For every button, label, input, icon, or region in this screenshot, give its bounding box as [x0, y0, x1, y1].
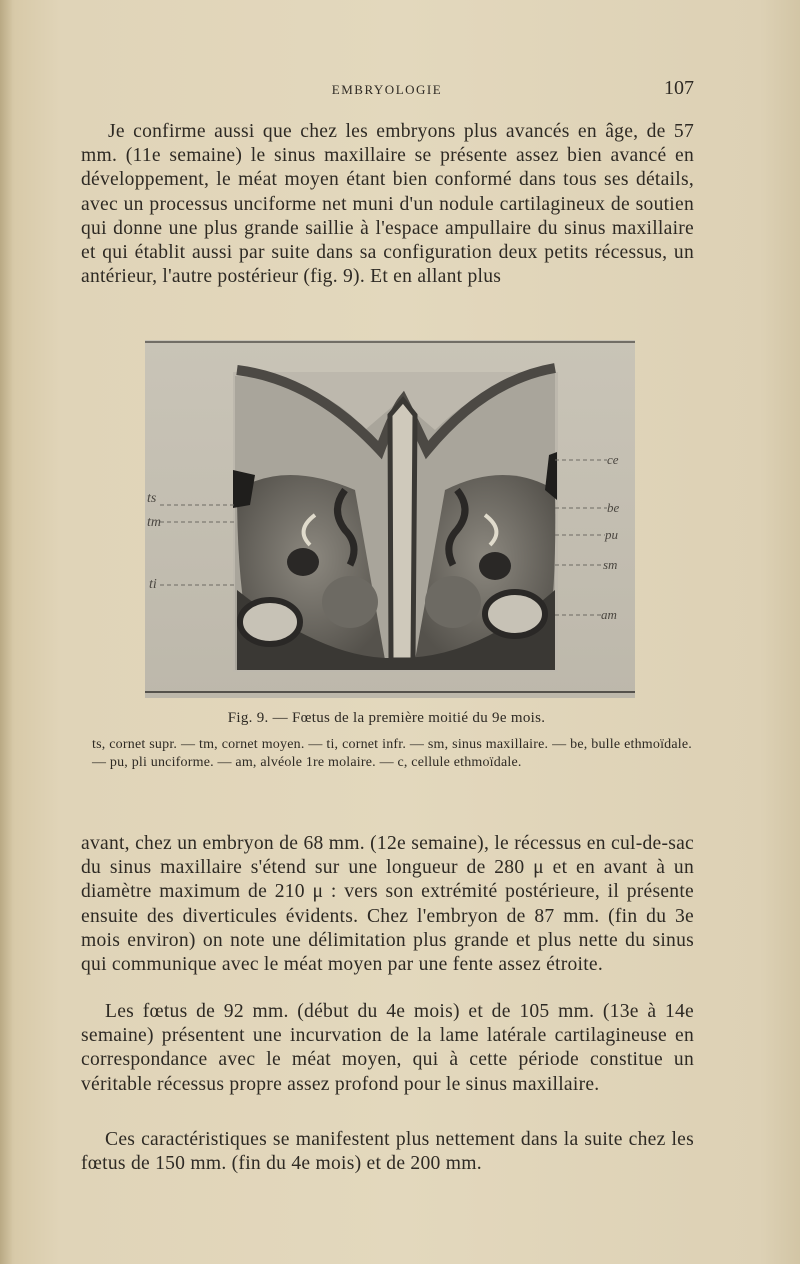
paragraph-1: [81, 120, 694, 289]
paragraph-3: Les fœtus de 92 mm. (début du 4e mois) et de 105 mm. (13e à 14e semaine) présentent une incurvation de la lame latérale cartilagineuse en correspondance avec le méat moyen, qui à cette période constitue un véritable récessus propre assez profond pour le sinus maxillaire.: [81, 1001, 694, 1095]
label-be: be: [607, 500, 620, 515]
paragraph-4: Ces caractéristiques se manifestent plus nettement dans la suite chez les fœtus de 150 mm. (fin du 4e mois) et de 200 mm.: [81, 1129, 694, 1175]
running-title: EMBRYOLOGIE: [331, 82, 443, 97]
page-header: [80, 79, 694, 101]
label-sm: sm: [603, 557, 618, 572]
label-pu: pu: [605, 527, 618, 542]
histology-section-image: [145, 340, 635, 698]
figure-caption-legend: ts, cornet supr. — tm, cornet moyen. — ti, cornet infr. — sm, sinus maxillaire. — be, bulle ethmoïdale. — pu, pli unciforme. — am, alvéole 1re molaire. — c, cellule ethmoïdale.: [92, 737, 692, 770]
label-ce: ce: [607, 452, 619, 467]
paragraph-1-text: Je confirme aussi que chez les embryons plus avancés en âge, de 57 mm. (11e semaine) le sinus maxillaire se présente assez bien avancé en développement, le méat moyen étant bien conformé dans tous ses détails, avec un processus unciforme net muni d'un nodule cartilagineux de soutien qui donne une plus grande saillie à l'espace ampullaire du sinus maxillaire et qui établit aussi par suite dans sa configuration deux petits récessus, un antérieur, l'autre postérieur (fig. 9). Et en allant plus: [81, 121, 694, 288]
paragraph-2: avant, chez un embryon de 68 mm. (12e semaine), le récessus en cul-de-sac du sinus maxillaire s'étend sur une longueur de 280 μ et en avant à un diamètre maximum de 210 μ : vers son extrémité postérieure, il présente ensuite des diverticules évidents. Chez l'embryon de 87 mm. (fin du 3e mois environ) on note une délimitation plus grande et plus nette du sinus qui communique avec le méat moyen par une fente assez étroite.: [81, 833, 694, 976]
label-ts: ts: [147, 491, 157, 506]
label-tm: tm: [147, 515, 161, 530]
label-ti: ti: [149, 577, 157, 592]
page-spine-shadow: [0, 0, 12, 1264]
figure-9-photo: [145, 340, 635, 698]
label-am: am: [601, 607, 617, 622]
figure-caption-title: Fig. 9. — Fœtus de la première moitié du 9e mois.: [227, 710, 546, 726]
page-number: 107: [664, 77, 694, 99]
